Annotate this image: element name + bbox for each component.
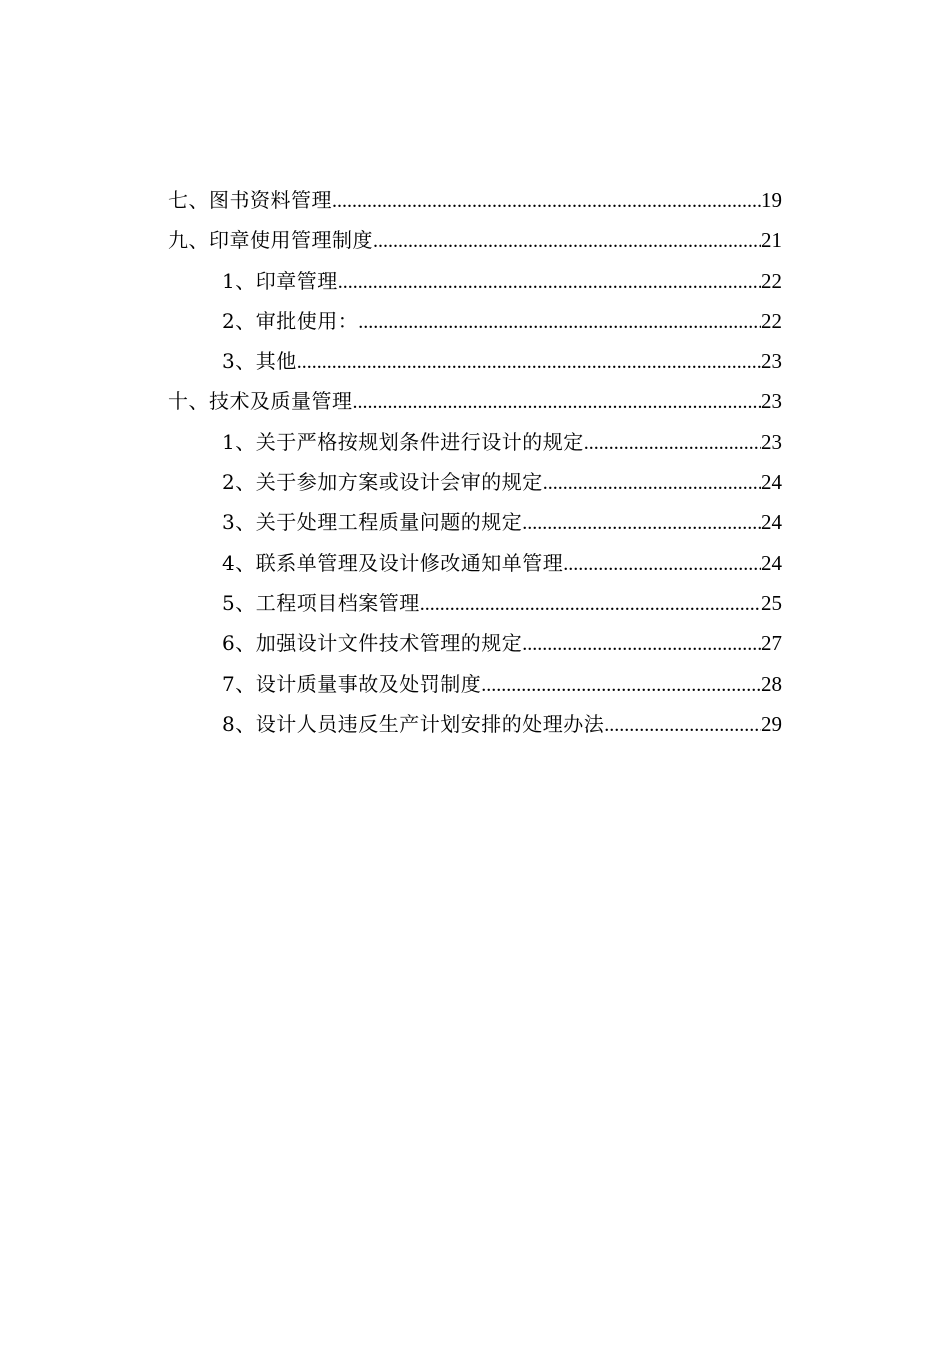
toc-dot-leader: [297, 342, 761, 382]
toc-entry[interactable]: [168, 502, 782, 542]
toc-entry-title: 3、关于处理工程质量问题的规定: [222, 510, 523, 535]
toc-entry-page: 24: [761, 550, 782, 575]
toc-entry-title: 5、工程项目档案管理: [222, 590, 420, 615]
toc-dot-leader: [332, 181, 761, 221]
toc-dot-leader: [522, 624, 761, 664]
toc-entry-title: 九、印章使用管理制度: [168, 228, 373, 253]
toc-dot-leader: [543, 463, 761, 503]
toc-entry[interactable]: [168, 543, 782, 583]
toc-entry[interactable]: [168, 422, 782, 462]
toc-entry[interactable]: [168, 462, 782, 502]
toc-entry-page: 21: [761, 228, 782, 253]
toc-entry[interactable]: [168, 261, 782, 301]
toc-dot-leader: [481, 665, 761, 705]
toc-entry-title: 2、审批使用：: [222, 308, 359, 333]
toc-entry-page: 23: [761, 389, 782, 414]
toc-entry-title: 3、其他: [222, 349, 297, 374]
toc-entry[interactable]: [168, 301, 782, 341]
toc-entry-page: 29: [761, 711, 782, 736]
toc-entry-page: 27: [761, 631, 782, 656]
toc-entry-page: 25: [761, 590, 782, 615]
toc-entry-title: 1、关于严格按规划条件进行设计的规定: [222, 429, 584, 454]
toc-dot-leader: [420, 584, 761, 624]
toc-entry-page: 23: [761, 429, 782, 454]
toc-entry-title: 1、印章管理: [222, 268, 338, 293]
toc-entry[interactable]: [168, 381, 782, 421]
toc-entry[interactable]: [168, 341, 782, 381]
toc-entry[interactable]: [168, 704, 782, 744]
toc-entry-title: 7、设计质量事故及处罚制度: [222, 671, 482, 696]
toc-entry[interactable]: [168, 623, 782, 663]
toc-entry-title: 4、联系单管理及设计修改通知单管理: [222, 550, 564, 575]
toc-dot-leader: [522, 503, 761, 543]
toc-entry-title: 七、图书资料管理: [168, 188, 332, 212]
toc-entry[interactable]: [168, 180, 782, 220]
toc-dot-leader: [563, 544, 761, 584]
toc-entry-page: 22: [761, 268, 782, 293]
toc-dot-leader: [604, 705, 761, 745]
toc-dot-leader: [358, 302, 761, 342]
toc-dot-leader: [338, 262, 761, 302]
toc-entry-page: 23: [761, 349, 782, 374]
toc-entry-page: 22: [761, 308, 782, 333]
toc-entry-page: 24: [761, 510, 782, 535]
toc-entry-title: 2、关于参加方案或设计会审的规定: [222, 470, 543, 495]
toc-entry-title: 十、技术及质量管理: [168, 389, 353, 414]
toc-entry[interactable]: [168, 220, 782, 260]
toc-dot-leader: [353, 382, 762, 422]
table-of-contents: [168, 180, 782, 744]
toc-entry-title: 6、加强设计文件技术管理的规定: [222, 631, 523, 656]
toc-entry[interactable]: [168, 583, 782, 623]
toc-dot-leader: [373, 221, 761, 261]
toc-entry[interactable]: [168, 664, 782, 704]
toc-entry-page: 19: [761, 188, 782, 212]
toc-entry-title: 8、设计人员违反生产计划安排的处理办法: [222, 711, 605, 736]
toc-entry-page: 28: [761, 671, 782, 696]
toc-dot-leader: [584, 423, 761, 463]
toc-entry-page: 24: [761, 470, 782, 495]
